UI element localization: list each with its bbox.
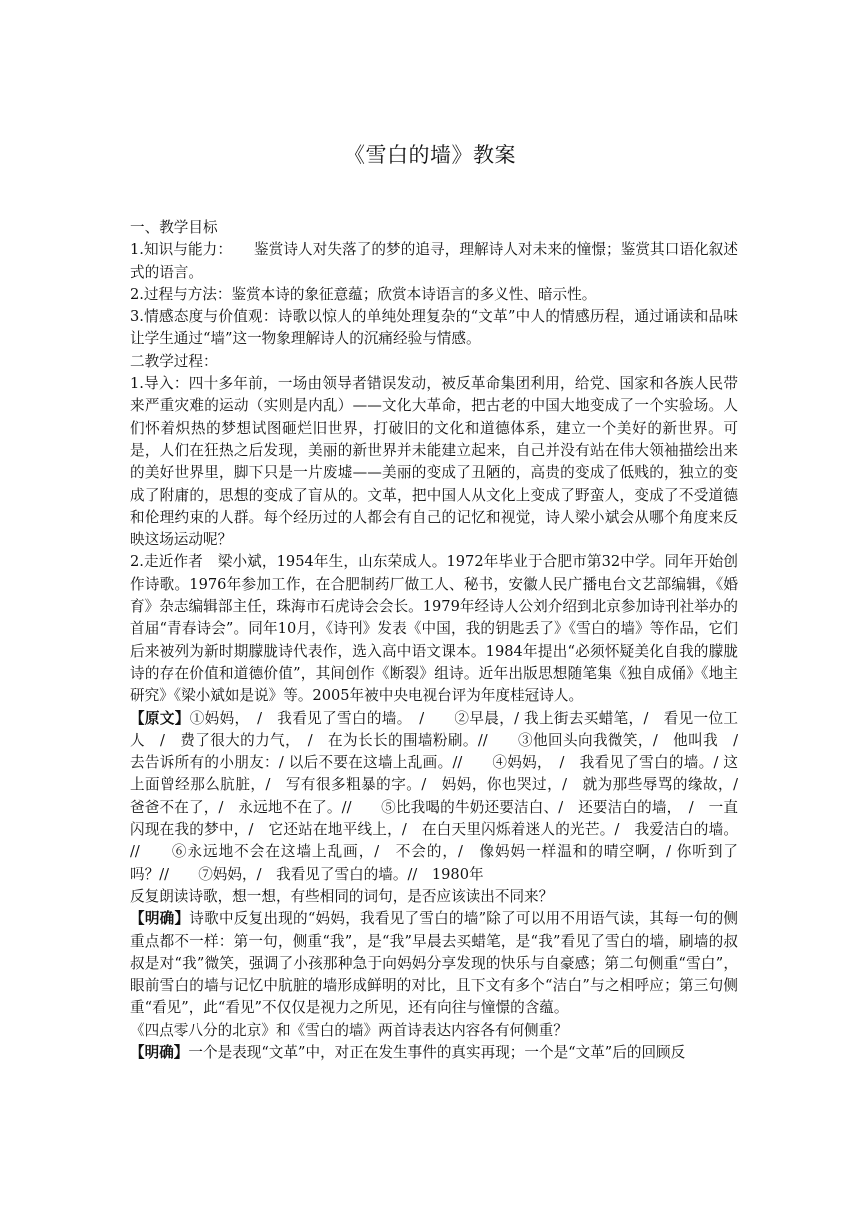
document-title: 《雪白的墙》教案 <box>344 143 516 167</box>
goal-emotion: 3.情感态度与价值观：诗歌以惊人的单纯处理复杂的“文革”中人的情感历程，通过诵读和品味让学生通过“墙”这一物象理解诗人的沉痛经验与情感。 <box>130 308 738 348</box>
answer-compare-text: 一个是表现“文革”中，对正在发生事件的真实再现；一个是“文革”后的回顾反 <box>188 1043 686 1061</box>
answer-compare <box>130 1042 738 1064</box>
paragraph-poem <box>130 708 753 886</box>
mingque-tag: 【明确】 <box>130 910 190 928</box>
yuanwen-tag: 【原文】 <box>130 709 190 727</box>
paragraph-author: 2.走近作者 梁小斌，1954年生，山东荣成人。1972年毕业于合肥市第32中学。同年开始创作诗歌。1976年参加工作，在合肥制药厂做工人、秘书，安徽人民广播电台文艺部编辑，《婚育》杂志编辑部主任，珠海市石虎诗会会长。1979年经诗人公刘介绍到北京参加诗刊社举办的首届“青春诗会”。同年10月，《诗刊》发表《中国，我的钥匙丢了》《雪白的墙》等作品，它们后来被列为新时期朦胧诗代表作，选入高中语文课本。1984年提出“必须怀疑美化自我的朦胧诗的存在价值和道德价值”，其间创作《断裂》组诗。近年出版思想随笔集《独自成俑》《地主研究》《梁小斌如是说》等。2005年被中央电视台评为年度桂冠诗人。 <box>130 553 738 705</box>
section-heading-goals: 一、教学目标 <box>130 219 218 236</box>
mingque-tag-2: 【明确】 <box>130 1043 189 1061</box>
document-body <box>130 217 753 1064</box>
question-reading: 反复朗读诗歌，想一想，有些相同的词句，是否应该读出不同来？ <box>130 887 554 905</box>
poem-text: ①妈妈， / 我看见了雪白的墙。 / ②早晨，/ 我上街去买蜡笔，/ 看见一位工人 / 费了很大的力气， / 在为长长的围墙粉刷。// ③他回头向我微笑，/ 他叫我 / 去告诉所有的小朋友：/ 以后不要在这墙上乱画。// ④妈妈， / 我看见了雪白的墙。/ 这上面曾经那么肮脏，/ 写有很多粗暴的字。/ 妈妈，你也哭过，/ 就为那些辱骂的缘故，/ 爸爸不在了，/ 永远地不在了。// ⑤比我喝的牛奶还要洁白、/ 还要洁白的墙， / 一直闪现在我的梦中，/ 它还站在地平线上，/ 在白天里闪烁着迷人的光芒。/ 我爱洁白的墙。 // ⑥永远地不会在这墙上乱画，/ 不会的，/ 像妈妈一样温和的晴空啊，/ 你听到了吗？// ⑦妈妈，/ 我看见了雪白的墙。// 1980年 <box>130 709 753 883</box>
goal-process: 2.过程与方法：鉴赏本诗的象征意蕴；欣赏本诗语言的多义性、暗示性。 <box>130 285 597 303</box>
goal-knowledge: 1.知识与能力： 鉴赏诗人对失落了的梦的追寻，理解诗人对未来的憧憬；鉴赏其口语化叙述式的语言。 <box>130 241 738 281</box>
question-compare: 《四点零八分的北京》和《雪白的墙》两首诗表达内容各有何侧重？ <box>130 1021 568 1039</box>
answer-reading <box>130 908 738 1019</box>
paragraph-intro: 1.导入：四十多年前，一场由领导者错误发动，被反革命集团利用，给党、国家和各族人民带来严重灾难的运动（实则是内乱）——文化大革命，把古老的中国大地变成了一个实验场。人们怀着炽热的梦想试图砸烂旧世界，打破旧的文化和道德体系，建立一个美好的新世界。可是，人们在狂热之后发现，美丽的新世界并未能建立起来，自己并没有站在伟大领袖描绘出来的美好世界里，脚下只是一片废墟——美丽的变成了丑陋的，高贵的变成了低贱的，独立的变成了附庸的，思想的变成了盲从的。文革，把中国人从文化上变成了野蛮人，变成了不受道德和伦理约束的人群。每个经历过的人都会有自己的记忆和视觉，诗人梁小斌会从哪个角度来反映这场运动呢？ <box>130 375 738 549</box>
section-heading-process: 二教学过程： <box>130 352 218 370</box>
answer-reading-text: 诗歌中反复出现的“妈妈，我看见了雪白的墙”除了可以用不用语气读，其每一句的侧重点都不一样：第一句，侧重“我”，是“我”早晨去买蜡笔，是“我”看见了雪白的墙，刷墙的叔叔是对“我”微笑，强调了小孩那种急于向妈妈分享发现的快乐与自豪感；第二句侧重“雪白”，眼前雪白的墙与记忆中肮脏的墙形成鲜明的对比，且下文有多个“洁白”与之相呼应；第三句侧重“看见”，此“看见”不仅仅是视力之所见，还有向往与憧憬的含蕴。 <box>130 910 738 1017</box>
